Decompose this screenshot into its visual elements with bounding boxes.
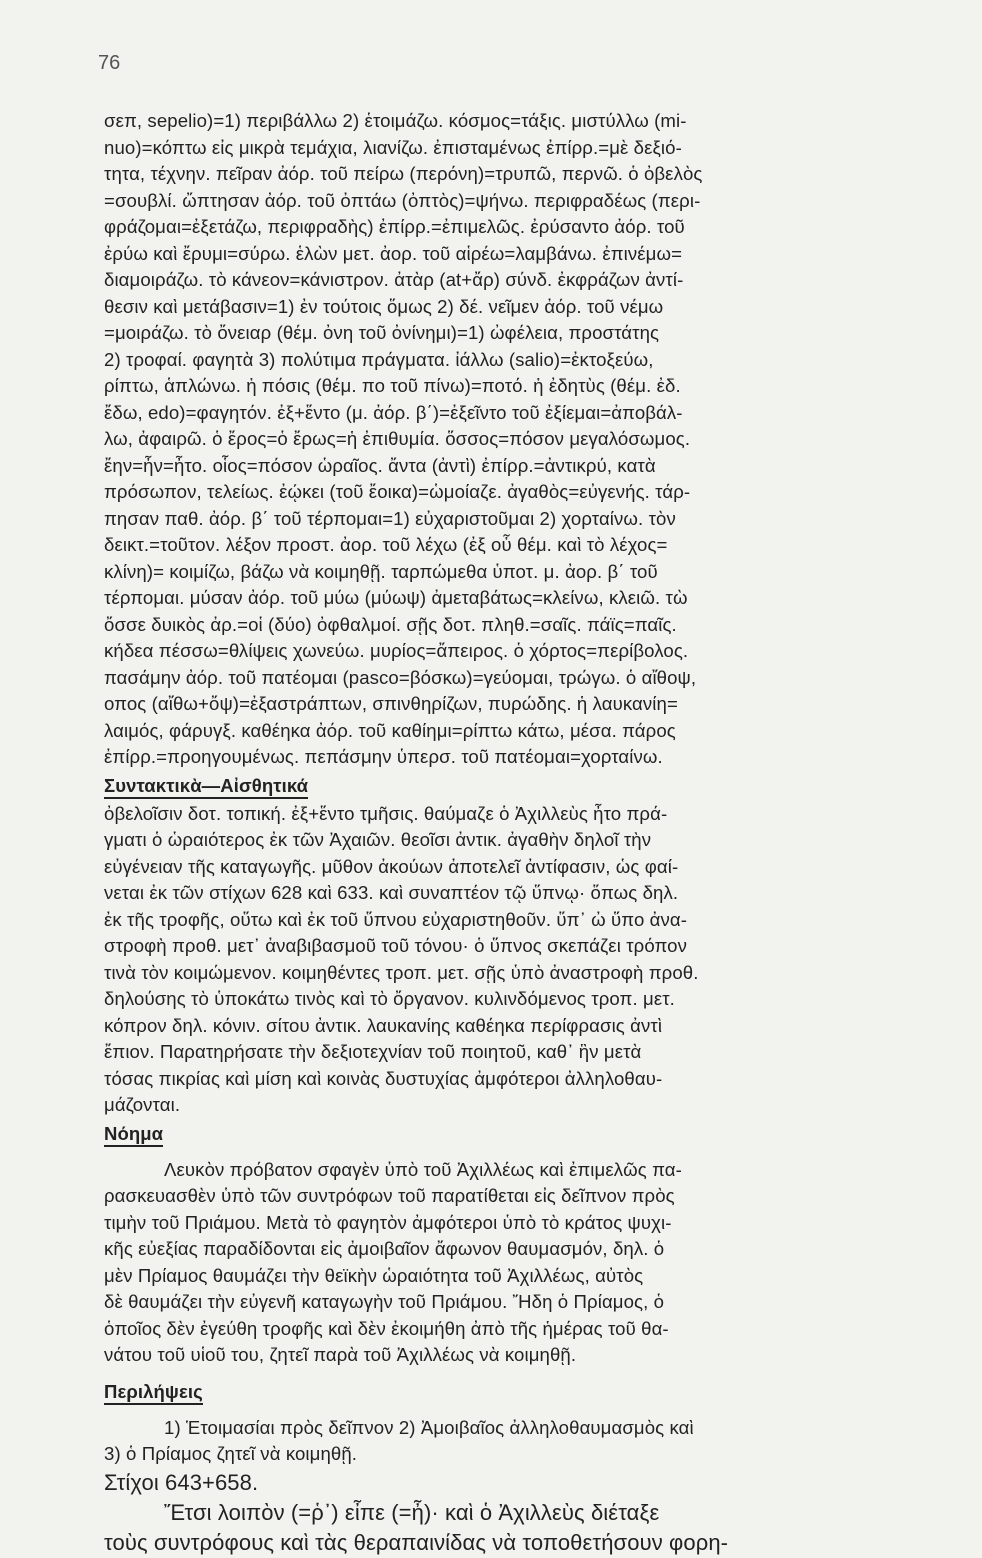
text-line: λαιμός, φάρυγξ. καθέηκα ἀόρ. τοῦ καθίημι=ρίπτω κάτω, μέσα. πάρος: [104, 719, 676, 741]
text-line: τιμὴν τοῦ Πριάμου. Μετὰ τὸ φαγητὸν ἀμφότεροι ὑπὸ τὸ κράτος ψυχι-: [104, 1211, 672, 1233]
text-line: ἐπίρρ.=προηγουμένως. πεπάσμην ὑπερσ. τοῦ πατέομαι=χορταίνω.: [104, 746, 663, 767]
text-line: nuo)=κόπτω εἰς μικρὰ τεμάχια, λιανίζω. ἐπισταμένως ἐπίρρ.=μὲ δεξιό-: [104, 136, 682, 158]
text-line: διαμοιράζω. τὸ κάνεον=κάνιστρον. ἀτὰρ (at+ἄρ) σύνδ. ἐκφράζων ἀντί-: [104, 269, 684, 290]
text-line: τινὰ τὸν κοιμώμενον. κοιμηθέντες τροπ. μετ. σῇς ὑπὸ ἀναστροφὴ προθ.: [104, 961, 699, 983]
text-line: κῆς εὐεξίας παραδίδονται εἰς ἀμοιβαῖον ἄφωνον θαυμασμόν, δηλ. ὁ: [104, 1238, 665, 1259]
text-line: δηλούσης τὸ ὑποκάτω τινὸς καὶ τὸ ὄργανον. κυλινδόμενος τροπ. μετ.: [104, 988, 675, 1009]
text-line: σεπ, sepelio)=1) περιβάλλω 2) ἑτοιμάζω. κόσμος=τάξις. μιστύλλω (mi-: [104, 110, 687, 131]
text-line: τοὺς συντρόφους καὶ τὰς θεραπαινίδας νὰ τοποθετήσουν φορη-: [104, 1529, 729, 1555]
text-line: πρόσωπον, τελείως. ἐῴκει (τοῦ ἔοικα)=ὡμοίαζε. ἀγαθὸς=εὐγενής. τάρ-: [104, 481, 691, 502]
text-line: ρίπτω, ἁπλώνω. ἡ πόσις (θέμ. πο τοῦ πίνω)=ποτό. ἡ ἐδητὺς (θέμ. ἐδ.: [104, 375, 681, 396]
text-line: μάζονται.: [104, 1094, 181, 1115]
verses-label: Στίχοι 643+658.: [104, 1469, 259, 1495]
text-line: κλίνη)= κοιμίζω, βάζω νὰ κοιμηθῇ. ταρπώμεθα ὑποτ. μ. ἀορ. β΄ τοῦ: [104, 560, 658, 582]
text-line: δὲ θαυμάζει τὴν εὐγενῆ καταγωγὴν τοῦ Πριάμου. Ἤδη ὁ Πρίαμος, ὁ: [104, 1291, 665, 1312]
text-line: νεται ἐκ τῶν στίχων 628 καὶ 633. καὶ συναπτέον τῷ ὕπνῳ· ὅπως δηλ.: [104, 882, 679, 903]
text-line: νάτου τοῦ υἱοῦ του, ζητεῖ παρὰ τοῦ Ἀχιλλέως νὰ κοιμηθῇ.: [104, 1344, 577, 1365]
glossary-section: [104, 108, 936, 771]
summary-section: [104, 1415, 936, 1468]
text-line: Λευκὸν πρόβατον σφαγὲν ὑπὸ τοῦ Ἀχιλλέως καὶ ἐπιμελῶς πα-: [164, 1158, 682, 1180]
text-line: τέρπομαι. μύσαν ἀόρ. τοῦ μύω (μύωψ) ἀμεταβάτως=κλείνω, κλειῶ. τὼ: [104, 587, 688, 608]
text-line: λω, ἀφαιρῶ. ὁ ἔρος=ὁ ἔρως=ἡ ἐπιθυμία. ὅσσος=πόσον μεγαλόσωμος.: [104, 428, 691, 449]
text-line: ἐρύω καὶ ἔρυμι=σύρω. ἑλὼν μετ. ἀορ. τοῦ αἱρέω=λαμβάνω. ἐπινέμω=: [104, 242, 683, 264]
text-line: =μοιράζω. τὸ ὄνειαρ (θέμ. ὀνη τοῦ ὀνίνημι)=1) ὠφέλεια, προστάτης: [104, 322, 660, 343]
text-line: στροφὴ προθ. μετ᾽ ἀναβιβασμοῦ τοῦ τόνου· ὁ ὕπνος σκεπάζει τρόπον: [104, 935, 687, 956]
summary-heading: Περιλήψεις: [104, 1381, 203, 1405]
text-line: κήδεα πέσσω=θλίψεις χωνεύω. μυρίος=ἄπειρος. ὁ χόρτος=περίβολος.: [104, 640, 689, 661]
page-number: 76: [98, 52, 121, 74]
syntax-section: [104, 801, 936, 1119]
syntax-heading: Συντακτικὰ—Αἰσθητικά: [104, 775, 308, 799]
text-line: μὲν Πρίαμος θαυμάζει τὴν θεϊκὴν ὡραιότητα τοῦ Ἀχιλλέως, αὐτὸς: [104, 1264, 644, 1286]
text-line: εὐγένειαν τῆς καταγωγῆς. μῦθον ἀκούων ἀποτελεῖ ἀντίφασιν, ὡς φαί-: [104, 855, 679, 877]
text-line: πασάμην ἀόρ. τοῦ πατέομαι (pasco=βόσκω)=γεύομαι, τρώγω. ὁ αἴθοψ,: [104, 666, 697, 688]
text-line: ρασκευασθὲν ὑπὸ τῶν συντρόφων τοῦ παρατίθεται εἰς δεῖπνον πρὸς: [104, 1185, 675, 1206]
text-line: ὁποῖος δὲν ἐγεύθη τροφῆς καὶ δὲν ἐκοιμήθη ἀπὸ τῆς ἡμέρας τοῦ θα-: [104, 1317, 669, 1339]
meaning-heading: Νόημα: [104, 1123, 163, 1147]
text-line: οπος (αἴθω+ὄψ)=ἐξαστράπτων, σπινθηρίζων, πυρώδης. ἡ λαυκανίη=: [104, 693, 678, 714]
text-line: ὄσσε δυικὸς ἀρ.=οἱ (δύο) ὀφθαλμοί. σῇς δοτ. πληθ.=σαῖς. πάϊς=παῖς.: [104, 613, 677, 635]
text-line: 1) Ἑτοιμασίαι πρὸς δεῖπνον 2) Ἀμοιβαῖος ἀλληλοθαυμασμὸς καὶ: [164, 1416, 694, 1438]
translation-section: [104, 1498, 936, 1558]
text-line: φράζομαι=ἐξετάζω, περιφραδὴς) ἐπίρρ.=ἐπιμελῶς. ἐρύσαντο ἀόρ. τοῦ: [104, 216, 685, 237]
text-line: θεσιν καὶ μετάβασιν=1) ἐν τούτοις ὅμως 2) δέ. νεῖμεν ἀόρ. τοῦ νέμω: [104, 295, 664, 317]
text-line: ἔπιον. Παρατηρήσατε τὴν δεξιοτεχνίαν τοῦ ποιητοῦ, καθ᾽ ἣν μετὰ: [104, 1041, 642, 1062]
text-line: γματι ὁ ὡραιότερος ἐκ τῶν Ἀχαιῶν. θεοῖσι ἀντικ. ἀγαθὴν δηλοῖ τὴν: [104, 829, 652, 850]
text-line: =σουβλί. ὤπτησαν ἀόρ. τοῦ ὀπτάω (ὀπτὸς)=ψήνω. περιφραδέως (περι-: [104, 189, 701, 211]
text-line: τόσας πικρίας καὶ μίση καὶ κοινὰς δυστυχίας ἀμφότεροι ἀλληλοθαυ-: [104, 1067, 663, 1089]
text-line: ἐκ τῆς τροφῆς, οὕτω καὶ ἐκ τοῦ ὕπνου εὐχαριστηθοῦν. ὕπ᾽ ὠ ὕπο ἀνα-: [104, 908, 688, 930]
text-line: πησαν παθ. ἀόρ. β΄ τοῦ τέρπομαι=1) εὐχαριστοῦμαι 2) χορταίνω. τὸν: [104, 507, 676, 529]
text-line: 2) τροφαί. φαγητὰ 3) πολύτιμα πράγματα. ἰάλλω (salio)=ἐκτοξεύω,: [104, 348, 654, 370]
page-content: [104, 108, 936, 1558]
text-line: Ἔτσι λοιπὸν (=ῥ᾽) εἶπε (=ἦ)· καὶ ὁ Ἀχιλλεὺς διέταξε: [164, 1499, 660, 1525]
text-line: τητα, τέχνην. πεῖραν ἀόρ. τοῦ πείρω (περόνη)=τρυπῶ, περνῶ. ὁ ὀβελὸς: [104, 163, 703, 184]
meaning-section: [104, 1157, 936, 1369]
text-line: ἔην=ἦν=ἦτο. οἷος=πόσον ὡραῖος. ἄντα (ἀντὶ) ἐπίρρ.=ἀντικρύ, κατὰ: [104, 454, 656, 476]
text-line: δεικτ.=τοῦτον. λέξον προστ. ἀορ. τοῦ λέχω (ἐξ οὗ θέμ. καὶ τὸ λέχος=: [104, 534, 668, 555]
text-line: 3) ὁ Πρίαμος ζητεῖ νὰ κοιμηθῇ.: [104, 1443, 358, 1464]
text-line: ἔδω, edo)=φαγητόν. ἐξ+ἕντο (μ. ἀόρ. β΄)=ἐξεῖντο τοῦ ἐξίεμαι=ἀποβάλ-: [104, 401, 683, 423]
text-line: κόπρον δηλ. κόνιν. σίτου ἀντικ. λαυκανίης καθέηκα περίφρασις ἀντὶ: [104, 1014, 663, 1036]
text-line: ὀβελοῖσιν δοτ. τοπική. ἐξ+ἕντο τμῆσις. θαύμαζε ὁ Ἀχιλλεὺς ἦτο πρά-: [104, 802, 668, 824]
